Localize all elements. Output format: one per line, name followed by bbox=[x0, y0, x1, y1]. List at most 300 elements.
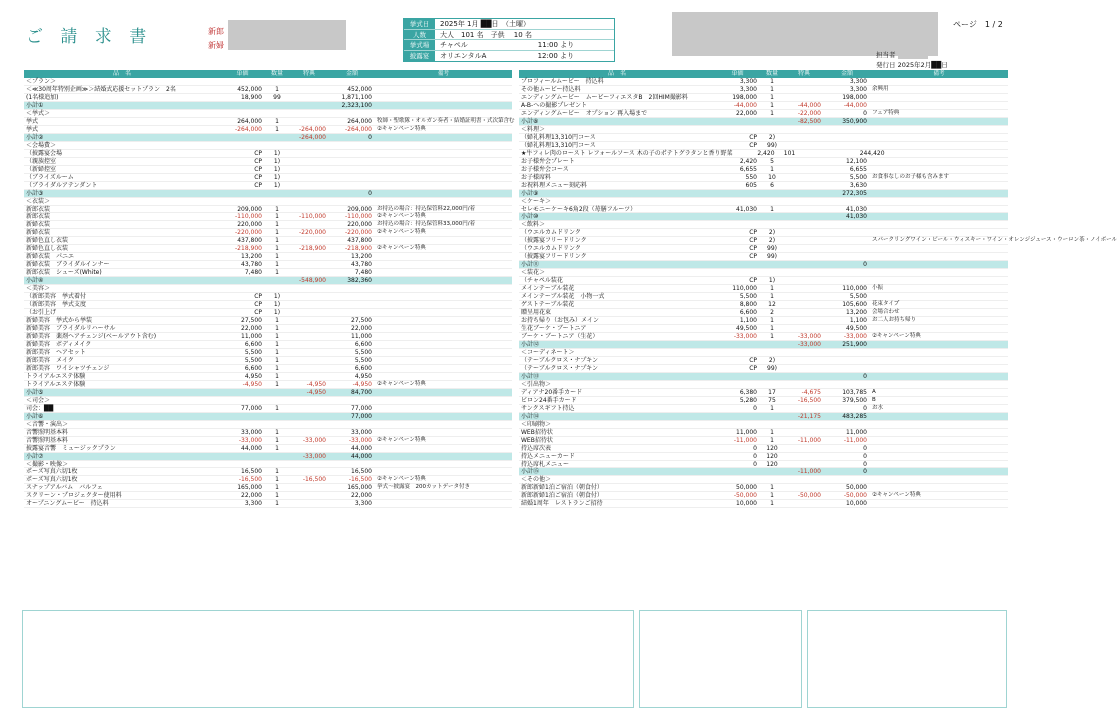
page-title: ご 請 求 書 bbox=[26, 27, 153, 47]
cell-name: 小計⑤ bbox=[26, 388, 44, 396]
table-row bbox=[519, 245, 1008, 253]
column-header-amount: 金額 bbox=[345, 70, 358, 77]
cell-discount bbox=[289, 301, 329, 308]
section-label: ＜装花＞ bbox=[521, 269, 546, 277]
cell-price bbox=[220, 389, 265, 396]
cell-discount bbox=[289, 373, 329, 380]
cell-amount: -44,000 bbox=[843, 101, 867, 109]
table-row bbox=[519, 110, 1008, 118]
section-header bbox=[519, 269, 1008, 277]
cell-note bbox=[375, 429, 512, 436]
cell-name: 司会：██ bbox=[26, 404, 54, 412]
table-row bbox=[24, 381, 512, 389]
cell-name: エンディングムービー ムービーフィエスタB 2回HIM撮影料 bbox=[521, 93, 688, 101]
cell-qty bbox=[265, 102, 289, 109]
cell-name: 小計⑫ bbox=[521, 340, 540, 348]
cell-amount: 7,480 bbox=[354, 269, 372, 277]
cell-discount: -220,000 bbox=[299, 229, 326, 237]
cell-discount bbox=[289, 468, 329, 475]
cell-amount: 0 bbox=[863, 372, 867, 380]
issue-date: 発行日 2025年2月██日 bbox=[876, 61, 948, 69]
cell-note: B bbox=[872, 396, 876, 403]
section-header bbox=[519, 349, 1008, 357]
table-row bbox=[24, 357, 512, 365]
cell-amount: -110,000 bbox=[345, 213, 372, 221]
cell-discount bbox=[784, 213, 824, 220]
cell-name: メインテーブル装花 小物一式 bbox=[521, 293, 605, 301]
info-row bbox=[404, 40, 614, 51]
cell-note bbox=[870, 158, 1008, 165]
table-row bbox=[519, 206, 1008, 214]
table-row bbox=[24, 429, 512, 437]
cell-qty: 1 bbox=[770, 428, 774, 436]
cell-discount bbox=[784, 285, 824, 292]
cell-amount: 2,323,100 bbox=[341, 101, 372, 109]
cell-note bbox=[870, 94, 1008, 101]
cell-qty bbox=[265, 134, 289, 141]
cell-amount: 11,000 bbox=[351, 333, 372, 340]
cell-discount bbox=[784, 253, 824, 260]
cell-price: 5,280 bbox=[739, 396, 757, 404]
cell-qty: 1 bbox=[275, 261, 279, 269]
table-row bbox=[24, 365, 512, 373]
subtotal-row bbox=[519, 118, 1008, 126]
cell-qty: 99) bbox=[767, 245, 777, 253]
cell-price: 27,500 bbox=[241, 317, 262, 325]
cell-name: ブーケ・ブートニア（生花） bbox=[521, 333, 599, 340]
table-row bbox=[24, 445, 512, 453]
cell-qty: 1 bbox=[770, 325, 774, 333]
cell-amount: 4,950 bbox=[354, 372, 372, 380]
cell-note: 花束タイプ bbox=[872, 301, 900, 308]
cell-note bbox=[870, 245, 1008, 252]
cell-amount: 382,360 bbox=[347, 277, 372, 285]
section-label: ＜プラン＞ bbox=[26, 78, 57, 85]
cell-price: CP bbox=[749, 133, 757, 141]
cell-name: （ウエルカムドリンク bbox=[521, 245, 581, 253]
cell-price: 6,600 bbox=[244, 364, 262, 372]
cell-note bbox=[375, 293, 512, 300]
cell-qty: 1 bbox=[770, 78, 774, 85]
cell-name: スクリーン・プロジェクター使用料 bbox=[26, 492, 122, 500]
cell-discount bbox=[289, 484, 329, 491]
cell-amount: 110,000 bbox=[842, 285, 867, 293]
cell-price: CP bbox=[254, 157, 262, 165]
table-row bbox=[519, 429, 1008, 437]
cell-amount: 3,300 bbox=[849, 78, 867, 85]
cell-note bbox=[870, 484, 1008, 491]
cell-price bbox=[715, 261, 760, 268]
cell-qty: 1) bbox=[273, 293, 281, 301]
cell-name: （ブライダルアテンダント bbox=[26, 181, 98, 189]
cell-qty bbox=[760, 118, 784, 125]
cell-price: 41,030 bbox=[736, 205, 757, 213]
cell-note: 挙式〜披露宴 200カットデータ付き bbox=[377, 484, 470, 491]
cell-price: -33,000 bbox=[733, 333, 757, 340]
cell-amount: 5,500 bbox=[849, 173, 867, 181]
cell-price: 44,000 bbox=[241, 444, 262, 452]
cell-note bbox=[375, 237, 512, 244]
cell-name: （ブライズルーム bbox=[26, 173, 74, 181]
column-header-name: 品 名 bbox=[112, 70, 131, 77]
cell-price: -16,500 bbox=[238, 476, 262, 484]
cell-qty: 1 bbox=[275, 245, 279, 253]
section-header bbox=[519, 421, 1008, 429]
cell-note: ②キャンペーン特典 bbox=[377, 380, 426, 387]
section-label: ＜飲料＞ bbox=[521, 221, 546, 229]
cell-qty: 6 bbox=[770, 181, 774, 189]
table-row bbox=[24, 325, 512, 333]
cell-name: 小計⑨ bbox=[521, 189, 539, 197]
cell-amount: 77,000 bbox=[351, 404, 372, 412]
cell-note bbox=[375, 94, 512, 101]
section-label: ＜会場費＞ bbox=[26, 141, 57, 149]
cell-discount bbox=[289, 118, 329, 125]
column-header-price: 単価 bbox=[236, 70, 249, 77]
cell-discount bbox=[289, 445, 329, 452]
cell-discount bbox=[784, 190, 824, 197]
cell-amount: 6,600 bbox=[354, 364, 372, 372]
cell-qty: 1 bbox=[275, 468, 279, 476]
cell-note bbox=[870, 134, 1008, 141]
cell-amount: 244,420 bbox=[859, 149, 885, 157]
cell-note bbox=[375, 492, 512, 499]
table-row bbox=[24, 309, 512, 317]
cell-amount: 5,500 bbox=[849, 293, 867, 301]
cell-price: -264,000 bbox=[235, 125, 262, 133]
cell-note bbox=[870, 413, 1008, 420]
cell-note bbox=[375, 301, 512, 308]
cell-note bbox=[375, 453, 512, 460]
cell-qty: 75 bbox=[768, 396, 776, 404]
cell-amount: 41,030 bbox=[846, 205, 867, 213]
section-header bbox=[24, 142, 512, 150]
cell-price: 6,600 bbox=[244, 340, 262, 348]
cell-amount: -4,950 bbox=[352, 380, 372, 388]
cell-name: 持込席次表 bbox=[521, 444, 552, 452]
cell-amount bbox=[329, 174, 375, 181]
cell-discount bbox=[289, 182, 329, 189]
info-value: 2025年 1月 ██日 （土曜） bbox=[440, 20, 530, 28]
cell-amount bbox=[329, 309, 375, 316]
cell-qty: 1 bbox=[770, 436, 774, 444]
table-row bbox=[519, 174, 1008, 182]
cell-note bbox=[870, 213, 1008, 220]
cell-name: ★牛フィレ肉のロースト レフォールソース 木の子のポテトグラタンと香り野菜 bbox=[521, 149, 733, 157]
cell-price: 6,380 bbox=[739, 388, 757, 396]
table-row bbox=[24, 221, 512, 229]
cell-name: 結婚1周年 レストランご招待 bbox=[521, 500, 603, 508]
cell-qty: 1 bbox=[275, 213, 279, 221]
ledger-header bbox=[24, 70, 512, 78]
cell-price: 605 bbox=[745, 181, 757, 189]
table-row bbox=[24, 174, 512, 182]
cell-qty: 1 bbox=[275, 237, 279, 245]
cell-discount bbox=[784, 461, 824, 468]
cell-price: 22,000 bbox=[241, 325, 262, 333]
cell-amount bbox=[329, 293, 375, 300]
cell-name: WEB招待状 bbox=[521, 428, 553, 436]
column-header-discount: 特典 bbox=[797, 70, 810, 77]
cell-discount bbox=[289, 309, 329, 316]
cell-amount bbox=[824, 253, 870, 260]
cell-price: CP bbox=[254, 181, 262, 189]
table-row bbox=[519, 453, 1008, 461]
cell-discount: -4,950 bbox=[306, 380, 326, 388]
cell-discount: -218,900 bbox=[299, 245, 326, 253]
cell-note bbox=[870, 182, 1008, 189]
cell-amount: 483,285 bbox=[842, 412, 867, 420]
cell-name: 挙式 bbox=[26, 117, 39, 125]
cell-qty bbox=[760, 373, 784, 380]
ledger-right bbox=[519, 70, 1117, 508]
cell-note bbox=[375, 150, 512, 157]
cell-note: ②キャンペーン特典 bbox=[377, 229, 426, 236]
cell-name: A-B-への撮影プレゼント bbox=[521, 101, 587, 109]
cell-qty: 5 bbox=[770, 157, 774, 165]
cell-price: 5,500 bbox=[739, 293, 757, 301]
table-row bbox=[519, 405, 1008, 413]
cell-note bbox=[375, 325, 512, 332]
subtotal-row bbox=[519, 261, 1008, 269]
table-row bbox=[24, 166, 512, 174]
section-label: ＜その他＞ bbox=[521, 476, 552, 484]
cell-name: （チャペル装花 bbox=[521, 277, 563, 285]
cell-note bbox=[375, 373, 512, 380]
cell-qty bbox=[760, 468, 784, 475]
column-header-name: 品 名 bbox=[607, 70, 626, 77]
cell-price: 7,480 bbox=[244, 269, 262, 277]
cell-discount bbox=[784, 277, 824, 284]
cell-amount: 437,800 bbox=[347, 237, 372, 245]
cell-qty: 1 bbox=[275, 85, 279, 93]
cell-qty bbox=[760, 261, 784, 268]
cell-note bbox=[375, 261, 512, 268]
cell-note bbox=[375, 445, 512, 452]
groom-label: 新郎 bbox=[208, 27, 224, 36]
cell-qty: 120 bbox=[766, 460, 778, 468]
cell-price: 10,000 bbox=[736, 500, 757, 508]
table-row bbox=[519, 285, 1008, 293]
subtotal-row bbox=[519, 373, 1008, 381]
cell-discount bbox=[784, 405, 824, 412]
cell-price: CP bbox=[254, 301, 262, 309]
cell-discount bbox=[784, 134, 824, 141]
cell-name: （婦礼料理13,310円コース bbox=[521, 141, 596, 149]
subtotal-row bbox=[24, 190, 512, 198]
cell-qty: 1 bbox=[275, 436, 279, 444]
cell-note: お持込の場合：持込保管料33,000円/着 bbox=[377, 221, 476, 228]
cell-note bbox=[375, 365, 512, 372]
cell-discount bbox=[289, 349, 329, 356]
cell-discount bbox=[289, 333, 329, 340]
cell-qty: 1 bbox=[275, 205, 279, 213]
cell-discount bbox=[784, 293, 824, 300]
cell-discount bbox=[289, 365, 329, 372]
table-row bbox=[519, 166, 1008, 174]
subtotal-row bbox=[24, 389, 512, 397]
cell-amount: 452,000 bbox=[347, 85, 372, 93]
cell-name: ポーズ写真六切1枚 bbox=[26, 468, 78, 476]
cell-amount: 251,900 bbox=[842, 340, 867, 348]
cell-discount bbox=[289, 206, 329, 213]
cell-discount bbox=[784, 229, 824, 236]
cell-qty: 1 bbox=[275, 229, 279, 237]
cell-price: CP bbox=[254, 149, 262, 157]
cell-amount: 22,000 bbox=[351, 325, 372, 333]
section-header bbox=[519, 198, 1008, 206]
cell-name: 持込席札メニュー bbox=[521, 460, 570, 468]
cell-qty: 2) bbox=[768, 133, 776, 141]
table-row bbox=[519, 301, 1008, 309]
subtotal-row bbox=[24, 453, 512, 461]
cell-name: 新婦美容 ブライダルリハーサル bbox=[26, 325, 116, 333]
cell-name: お子様弁会プレート bbox=[521, 157, 575, 165]
table-row bbox=[519, 142, 1008, 150]
cell-price: 22,000 bbox=[736, 109, 757, 117]
cell-amount: 350,900 bbox=[842, 117, 867, 125]
cell-name: （披露宴フリードリンク bbox=[521, 253, 587, 261]
column-header-note: 備考 bbox=[933, 71, 945, 77]
table-row bbox=[519, 94, 1008, 102]
table-row bbox=[519, 182, 1008, 190]
table-row bbox=[519, 333, 1008, 341]
section-label: ＜衣装＞ bbox=[26, 197, 51, 205]
cell-note: ②キャンペーン特典 bbox=[377, 125, 426, 132]
cell-note bbox=[870, 461, 1008, 468]
cell-price: 18,900 bbox=[241, 93, 262, 101]
cell-name: 小計⑥ bbox=[26, 412, 44, 420]
cell-qty: 1 bbox=[770, 333, 774, 340]
table-row bbox=[519, 500, 1008, 508]
cell-qty: 1 bbox=[770, 500, 774, 508]
cell-note bbox=[375, 269, 512, 276]
table-row bbox=[24, 293, 512, 301]
cell-amount: -218,900 bbox=[345, 245, 372, 253]
info-row bbox=[404, 30, 614, 41]
cell-qty: 1 bbox=[275, 356, 279, 364]
cell-price: 43,780 bbox=[241, 261, 262, 269]
cell-price: 0 bbox=[753, 404, 757, 412]
column-header-note: 備考 bbox=[437, 71, 449, 77]
cell-discount: -4,675 bbox=[801, 388, 821, 396]
cell-amount: 84,700 bbox=[351, 388, 372, 396]
cell-discount bbox=[289, 413, 329, 420]
table-row bbox=[519, 357, 1008, 365]
table-row bbox=[519, 237, 1117, 245]
cell-name: メインテーブル装花 bbox=[521, 285, 575, 293]
cell-discount bbox=[289, 221, 329, 228]
section-label: ＜音響・演出＞ bbox=[26, 420, 69, 428]
cell-note bbox=[870, 102, 1008, 109]
cell-qty: 1 bbox=[275, 317, 279, 325]
cell-note: ②キャンペーン特典 bbox=[377, 476, 426, 483]
table-row bbox=[24, 206, 512, 214]
cell-amount: 16,500 bbox=[351, 468, 372, 476]
cell-name: 生花ブーケ・ブートニア bbox=[521, 325, 587, 333]
table-row bbox=[519, 309, 1008, 317]
cell-amount bbox=[824, 277, 870, 284]
cell-qty: 1 bbox=[770, 293, 774, 301]
cell-name: 小計④ bbox=[26, 277, 44, 285]
cell-price: 264,000 bbox=[237, 117, 262, 125]
cell-qty bbox=[760, 190, 784, 197]
cell-price: 165,000 bbox=[237, 484, 262, 492]
table-row bbox=[24, 269, 512, 277]
cell-price: -44,000 bbox=[733, 101, 757, 109]
cell-price bbox=[715, 373, 760, 380]
cell-name: 小計① bbox=[26, 101, 44, 109]
cell-discount bbox=[784, 166, 824, 173]
cell-note bbox=[375, 309, 512, 316]
cell-qty: 1 bbox=[275, 325, 279, 333]
section-header bbox=[24, 78, 512, 86]
cell-discount: -548,900 bbox=[299, 277, 326, 285]
section-header bbox=[24, 110, 512, 118]
cell-name: 新婦美容 挙式から挙装 bbox=[26, 317, 93, 325]
cell-discount bbox=[289, 325, 329, 332]
section-header bbox=[24, 198, 512, 206]
cell-name: お祝料理メニュー刻応料 bbox=[521, 181, 588, 189]
cell-name: 新郎美容 ワイシャツチェンジ bbox=[26, 364, 110, 372]
cell-price: 50,000 bbox=[736, 484, 757, 492]
cell-note bbox=[870, 437, 1008, 444]
cell-amount: 0 bbox=[863, 460, 867, 468]
ledger-header bbox=[519, 70, 1008, 78]
cell-name: 新婦衣装 bbox=[26, 229, 51, 237]
cell-name: 新郎美容 メイク bbox=[26, 356, 74, 364]
cell-qty: 2) bbox=[768, 237, 776, 245]
cell-qty: 1 bbox=[275, 372, 279, 380]
cell-qty: 1 bbox=[770, 205, 774, 213]
cell-price bbox=[715, 190, 760, 197]
table-row bbox=[24, 150, 512, 158]
cell-discount: -16,500 bbox=[797, 396, 821, 404]
cell-discount: -50,000 bbox=[797, 492, 821, 500]
cell-discount bbox=[289, 253, 329, 260]
table-row bbox=[24, 437, 512, 445]
cell-amount bbox=[824, 357, 870, 364]
cell-price: 6,655 bbox=[739, 165, 757, 173]
info-row bbox=[404, 19, 614, 30]
cell-price: CP bbox=[749, 253, 757, 261]
cell-price bbox=[715, 468, 760, 475]
cell-name: （新郎美容 挙式支度 bbox=[26, 301, 87, 309]
cell-qty: 1) bbox=[273, 181, 281, 189]
table-row bbox=[519, 325, 1008, 333]
cell-qty bbox=[265, 277, 289, 284]
cell-note bbox=[375, 317, 512, 324]
cell-discount bbox=[784, 261, 824, 268]
cell-discount bbox=[289, 190, 329, 197]
subtotal-row bbox=[519, 213, 1008, 221]
cell-qty: 1) bbox=[273, 173, 281, 181]
cell-qty bbox=[265, 389, 289, 396]
cell-name: 新婦衣装 bbox=[26, 221, 51, 229]
cell-note bbox=[375, 468, 512, 475]
cell-amount: 22,000 bbox=[351, 492, 372, 500]
info-row bbox=[404, 51, 614, 62]
cell-price: 198,000 bbox=[732, 93, 757, 101]
cell-note bbox=[375, 190, 512, 197]
cell-amount: -220,000 bbox=[345, 229, 372, 237]
cell-price: 0 bbox=[753, 444, 757, 452]
section-label: ＜撮影・映像＞ bbox=[26, 460, 69, 468]
cell-name: 音響照明基本料 bbox=[26, 436, 69, 444]
table-row bbox=[519, 86, 1008, 94]
cell-price: -218,900 bbox=[235, 245, 262, 253]
cell-name: 新婦衣装 ブライダルインナー bbox=[26, 261, 110, 269]
